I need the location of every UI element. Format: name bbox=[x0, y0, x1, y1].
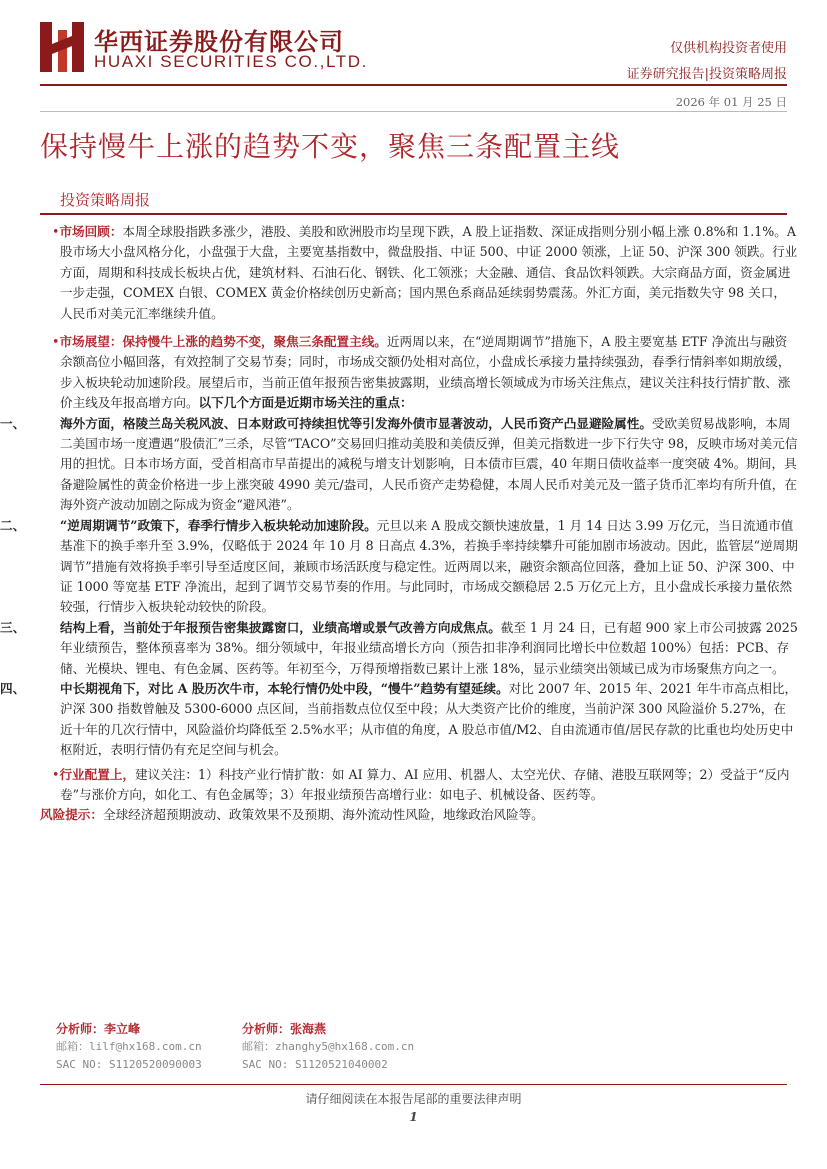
date-divider bbox=[40, 111, 787, 112]
industry-allocation-text: 建议关注：1）科技产业行情扩散：如 AI 算力、AI 应用、机器人、太空光伏、存储、港股互联网等；2）受益于“反内卷”与涨价方向，如化工、有色金属等；3）年报业绩预告高增行业：如电子、机械设备、医药等。 bbox=[60, 766, 790, 802]
focus-item-head: 中长期视角下，对比 A 股历次牛市，本轮行情仍处中段，“慢牛”趋势有望延续。 bbox=[60, 680, 509, 696]
audience-tag: 仅供机构投资者使用 bbox=[669, 41, 787, 56]
report-type-tag: 证券研究报告|投资策略周报 bbox=[626, 67, 787, 82]
focus-item-1 bbox=[0, 414, 798, 516]
focus-item-2 bbox=[0, 516, 798, 618]
market-outlook-tail: 以下几个方面是近期市场关注的重点： bbox=[198, 395, 413, 411]
analyst-sac: SAC NO: S1120521040002 bbox=[242, 1058, 388, 1071]
focus-item-number: 三、 bbox=[0, 619, 26, 635]
analyst-card bbox=[242, 1020, 414, 1074]
company-name-en: HUAXI SECURITIES CO.,LTD. bbox=[94, 52, 368, 71]
analyst-email[interactable]: 邮箱：lilf@hx168.com.cn bbox=[56, 1040, 202, 1053]
market-outlook-paragraph bbox=[52, 332, 798, 414]
report-date: 2026 年 01 月 25 日 bbox=[675, 95, 787, 109]
focus-item-4 bbox=[0, 679, 798, 761]
focus-item-number: 一、 bbox=[0, 415, 26, 431]
analyst-sac: SAC NO: S1120520090003 bbox=[56, 1058, 202, 1071]
focus-item-text: 元旦以来 A 股成交额快速放量，1 月 14 日达 3.99 万亿元，当日流通市值基准下的换手率升至 3.9%，仅略低于 2024 年 10 月 8 日高点 4.3%，若换手率持续攀升可能加剧市场波动。因此，监管层“逆周期调节”措施有效将换手率引导至适度区间，兼顾市场活跃度与稳定性。近两周以来，融资余额高位回落，叠加上证 50、沪深 300、中证 1000 等宽基 ETF 净流出，起到了调节交易节奏的作用。与此同时，市场成交额稳居 2.5 万亿元上方，且小盘成长承接力量依然较强，行情步入板块轮动较快的阶段。 bbox=[60, 517, 798, 615]
report-title: 保持慢牛上涨的趋势不变，聚焦三条配置主线 bbox=[40, 130, 621, 163]
bullet-icon: • bbox=[52, 766, 60, 782]
analyst-card bbox=[56, 1020, 202, 1074]
industry-allocation-paragraph bbox=[52, 765, 798, 806]
focus-item-number: 四、 bbox=[0, 680, 26, 696]
risk-label: 风险提示： bbox=[40, 807, 103, 823]
market-outlook-label: 市场展望：保持慢牛上涨的趋势不变，聚焦三条配置主线。 bbox=[59, 334, 387, 350]
focus-item-head: 结构上看，当前处于年报预告密集披露窗口，业绩高增或景气改善方向成焦点。 bbox=[60, 619, 501, 635]
analyst-email[interactable]: 邮箱：zhanghy5@hx168.com.cn bbox=[242, 1040, 415, 1053]
report-subtitle: 投资策略周报 bbox=[60, 191, 151, 209]
risk-text: 全球经济超预期波动、政策效果不及预期、海外流动性风险，地缘政治风险等。 bbox=[102, 807, 544, 823]
subtitle-divider bbox=[40, 213, 787, 215]
risk-paragraph bbox=[40, 805, 798, 825]
focus-item-text: 受欧美贸易战影响，本周二美国市场一度遭遇“股债汇”三杀，尽管“TACO”交易回归推动美股和美债反弹，但美元指数进一步下行失守 98，反映市场对美元信用的担忧。日本市场方面，受首相高市早苗提出的减税与增支计划影响，日本债市巨震，40 年期日债收益率一度突破 4%。期间，具备避险属性的黄金价格进一步上涨突破 4990 美元/盎司，人民币资产走势稳健，本周人民币对美元及一篮子货币汇率均有所升值，在海外资产波动加剧之际成为资金“避风港”。 bbox=[60, 415, 798, 513]
analyst-name: 分析师：李立峰 bbox=[56, 1022, 141, 1036]
page-number: 1 bbox=[409, 1110, 418, 1124]
market-outlook-text: 近两周以来，在“逆周期调节”措施下，A 股主要宽基 ETF 净流出与融资余额高位小幅回落，有效控制了交易节奏；同时，市场成交额仍处相对高位，小盘成长承接力量持续强劲，春季行情斜率如期放缓，步入板块轮动加速阶段。展望后市，当前正值年报预告密集披露期，业绩高增长领域成为市场关注焦点，建议关注科技行情扩散、涨价主线及年报高增方向。 bbox=[60, 334, 791, 411]
industry-allocation-label: 行业配置上， bbox=[59, 766, 135, 782]
bullet-icon: • bbox=[52, 224, 60, 239]
footer-divider bbox=[40, 1084, 787, 1085]
market-review-label: 市场回顾： bbox=[59, 224, 123, 239]
focus-item-text: 截至 1 月 24 日，已有超 900 家上市公司披露 2025 年业绩预告，整体预喜率为 38%。细分领域中，年报业绩高增长方向（预告扣非净利润同比增长中位数超 100%）包括：PCB、存储、光模块、锂电、有色金属、医药等。年初至今，万得预增指数已累计上涨 18%，显示业绩突出领域已成为市场聚焦方向之一。 bbox=[60, 619, 798, 676]
focus-item-head: “逆周期调节”政策下，春季行情步入板块轮动加速阶段。 bbox=[60, 517, 377, 533]
focus-item-3 bbox=[0, 618, 798, 679]
report-body bbox=[0, 222, 798, 826]
market-review-paragraph bbox=[52, 222, 798, 324]
legal-disclaimer: 请仔细阅读在本报告尾部的重要法律声明 bbox=[305, 1092, 522, 1106]
analyst-name: 分析师：张海燕 bbox=[242, 1022, 327, 1036]
company-name-cn: 华西证券股份有限公司 bbox=[94, 28, 344, 56]
focus-item-head: 海外方面，格陵兰岛关税风波、日本财政可持续担忧等引发海外债市显著波动，人民币资产凸显避险属性。 bbox=[60, 415, 652, 431]
bullet-icon: • bbox=[52, 334, 60, 350]
focus-item-number: 二、 bbox=[0, 517, 26, 533]
market-review-text: 本周全球股指跌多涨少，港股、美股和欧洲股市均呈现下跌，A 股上证指数、深证成指则分别小幅上涨 0.8%和 1.1%。A 股市场大小盘风格分化，小盘强于大盘，主要宽基指数中，微盘股指、中证 500、中证 2000 领涨，上证 50、沪深 300 领跌。行业方面，周期和科技成长板块占优，建筑材料、石油石化、钢铁、化工领涨；大金融、通信、食品饮料领跌。大宗商品方面，资金属进一步走强，COMEX 白银、COMEX 黄金价格续创历史新高；国内黑色系商品延续弱势震荡。外汇方面，美元指数失守 98 关口，人民币对美元汇率继续升值。 bbox=[60, 224, 798, 321]
focus-item-text: 对比 2007 年、2015 年、2021 年牛市高点相比，沪深 300 指数曾触及 5300-6000 点区间，当前指数点位仅至中段；从大类资产比价的维度，当前沪深 300 风险溢价 5.27%，在近十年的几次行情中，风险溢价均降低至 2.5%水平；从市值的角度，A 股总市值/M2、自由流通市值/居民存款的比重也均处历史中枢附近，表明行情仍有充足空间与机会。 bbox=[60, 680, 798, 758]
huaxi-logo-icon bbox=[40, 22, 84, 72]
analyst-list bbox=[40, 1020, 787, 1074]
header-divider bbox=[40, 84, 787, 86]
